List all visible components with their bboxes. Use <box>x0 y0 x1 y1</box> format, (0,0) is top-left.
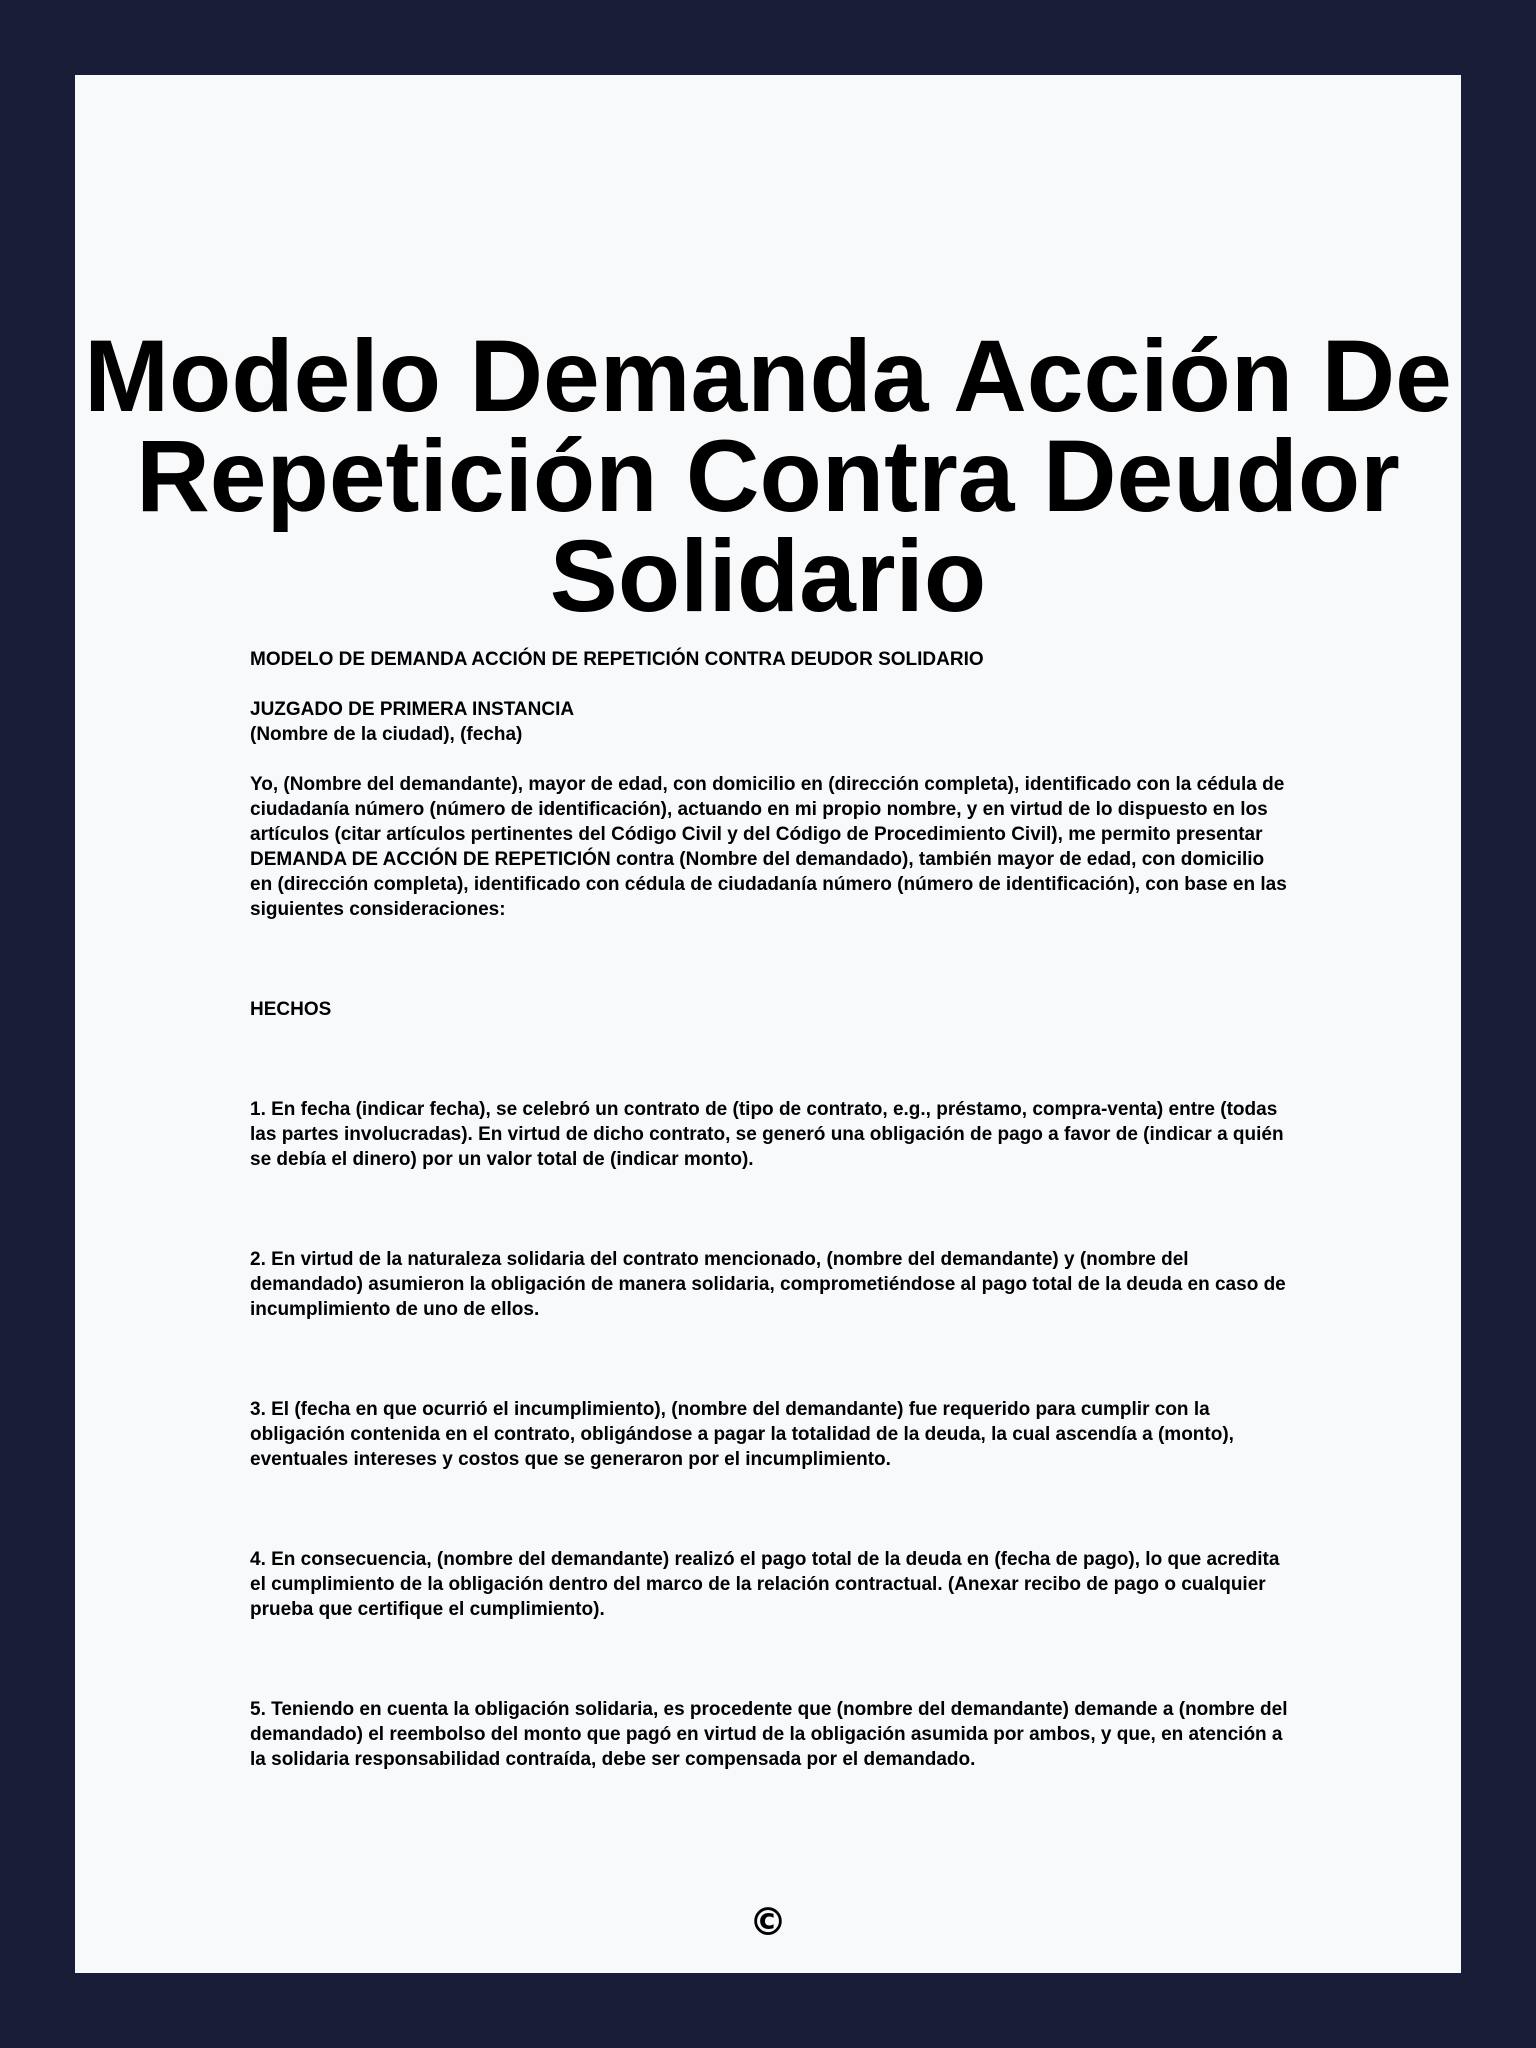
document-page <box>75 75 1461 1973</box>
court-name: JUZGADO DE PRIMERA INSTANCIA <box>250 699 575 720</box>
copyright-icon: © <box>749 1900 787 1944</box>
place-date: (Nombre de la ciudad), (fecha) <box>250 724 523 745</box>
document-heading: MODELO DE DEMANDA ACCIÓN DE REPETICIÓN CONTRA DEUDOR SOLIDARIO <box>250 649 984 670</box>
title-line: Modelo Demanda Acción De <box>84 319 1452 433</box>
document-body <box>250 647 1290 1772</box>
intro-paragraph: Yo, (Nombre del demandante), mayor de edad, con domicilio en (dirección completa), identificado con la cédula de ciudadanía número (número de identificación), actuando en mi propio nombre, y en virtud de lo dispuesto en los artículos (citar artículos pertinentes del Código Civil y del Código de Procedimiento Civil), me permito presentar DEMANDA DE ACCIÓN DE REPETICIÓN contra (Nombre del demandado), también mayor de edad, con domicilio en (dirección completa), identificado con cédula de ciudadanía número (número de identificación), con base en las siguientes consideraciones: <box>250 774 1287 920</box>
fact-paragraph: 5. Teniendo en cuenta la obligación solidaria, es procedente que (nombre del demandante) demande a (nombre del demandado) el reembolso del monto que pagó en virtud de la obligación asumida por ambos, y que, en atención a la solidaria responsabilidad contraída, debe ser compensada por el demandado. <box>250 1699 1288 1770</box>
fact-paragraph: 3. El (fecha en que ocurrió el incumplimiento), (nombre del demandante) fue requerido para cumplir con la obligación contenida en el contrato, obligándose a pagar la totalidad de la deuda, la cual ascendía a (monto), eventuales intereses y costos que se generaron por el incumplimiento. <box>250 1399 1234 1470</box>
fact-paragraph: 2. En virtud de la naturaleza solidaria del contrato mencionado, (nombre del demandante) y (nombre del demandado) asumieron la obligación de manera solidaria, comprometiéndose al pago total de la deuda en caso de incumplimiento de uno de ellos. <box>250 1249 1286 1320</box>
title-line: Repetición Contra Deudor <box>136 419 1400 533</box>
fact-paragraph: 1. En fecha (indicar fecha), se celebró un contrato de (tipo de contrato, e.g., préstamo, compra-venta) entre (todas las partes involucradas). En virtud de dicho contrato, se generó una obligación de pago a favor de (indicar a quién se debía el dinero) por un valor total de (indicar monto). <box>250 1099 1284 1170</box>
fact-paragraph: 4. En consecuencia, (nombre del demandante) realizó el pago total de la deuda en (fecha de pago), lo que acredita el cumplimiento de la obligación dentro del marco de la relación contractual. (Anexar recibo de pago o cualquier prueba que certifique el cumplimiento). <box>250 1549 1280 1620</box>
facts-heading: HECHOS <box>250 999 332 1020</box>
title-line: Solidario <box>549 519 987 633</box>
document-title <box>75 319 1461 633</box>
